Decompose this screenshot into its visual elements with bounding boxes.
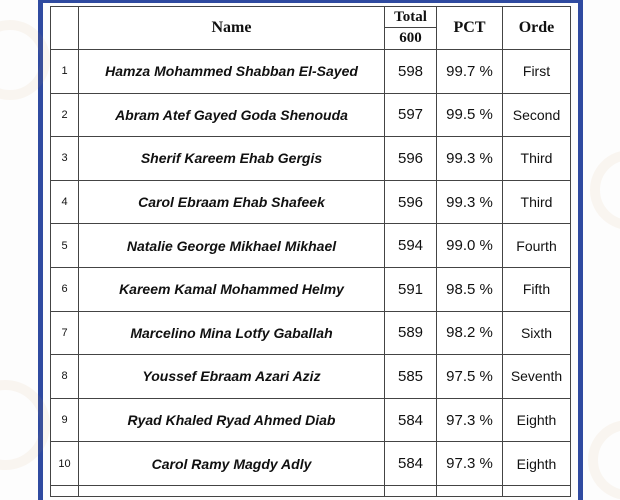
empty-cell (437, 485, 503, 496)
row-number: 6 (51, 267, 79, 311)
row-number: 2 (51, 93, 79, 137)
student-name: Marcelino Mina Lotfy Gaballah (79, 311, 385, 355)
header-number (51, 7, 79, 50)
table-row (51, 50, 571, 94)
score-cell: 591 (385, 267, 437, 311)
score-cell: 584 (385, 398, 437, 442)
score-cell: 589 (385, 311, 437, 355)
row-number: 4 (51, 180, 79, 224)
table-row (51, 355, 571, 399)
empty-cell (51, 485, 79, 496)
student-name: Carol Ramy Magdy Adly (79, 442, 385, 486)
page-frame-top (38, 0, 583, 3)
rank-cell: Third (503, 137, 571, 181)
student-name: Hamza Mohammed Shabban El-Sayed (79, 50, 385, 94)
percentage-cell: 97.5 % (437, 355, 503, 399)
table-row (51, 311, 571, 355)
percentage-cell: 97.3 % (437, 442, 503, 486)
row-number: 5 (51, 224, 79, 268)
score-cell: 597 (385, 93, 437, 137)
row-number: 10 (51, 442, 79, 486)
score-cell: 596 (385, 180, 437, 224)
student-name: Sherif Kareem Ehab Gergis (79, 137, 385, 181)
rank-cell: Eighth (503, 442, 571, 486)
percentage-cell: 98.2 % (437, 311, 503, 355)
percentage-cell: 99.0 % (437, 224, 503, 268)
rank-cell: Sixth (503, 311, 571, 355)
page-frame-right (578, 0, 583, 500)
empty-cell (503, 485, 571, 496)
student-name: Youssef Ebraam Azari Aziz (79, 355, 385, 399)
results-table (50, 6, 571, 497)
row-number: 1 (51, 50, 79, 94)
background-ornament (590, 150, 620, 230)
student-name: Natalie George Mikhael Mikhael (79, 224, 385, 268)
student-name: Ryad Khaled Ryad Ahmed Diab (79, 398, 385, 442)
rank-cell: Seventh (503, 355, 571, 399)
percentage-cell: 99.5 % (437, 93, 503, 137)
empty-cell (79, 485, 385, 496)
row-number: 8 (51, 355, 79, 399)
background-ornament (588, 420, 620, 500)
student-name: Abram Atef Gayed Goda Shenouda (79, 93, 385, 137)
header-pct: PCT (437, 7, 503, 50)
row-number: 9 (51, 398, 79, 442)
table-row (51, 180, 571, 224)
percentage-cell: 99.3 % (437, 137, 503, 181)
score-cell: 585 (385, 355, 437, 399)
header-total-max: 600 (385, 28, 437, 50)
rank-cell: First (503, 50, 571, 94)
percentage-cell: 99.3 % (437, 180, 503, 224)
table-row (51, 398, 571, 442)
table-row (51, 442, 571, 486)
rank-cell: Third (503, 180, 571, 224)
empty-cell (385, 485, 437, 496)
score-cell: 596 (385, 137, 437, 181)
table-row (51, 137, 571, 181)
percentage-cell: 99.7 % (437, 50, 503, 94)
table-row (51, 267, 571, 311)
percentage-cell: 98.5 % (437, 267, 503, 311)
rank-cell: Fifth (503, 267, 571, 311)
rank-cell: Second (503, 93, 571, 137)
rank-cell: Eighth (503, 398, 571, 442)
header-total: Total (385, 7, 437, 28)
rank-cell: Fourth (503, 224, 571, 268)
table-row (51, 224, 571, 268)
percentage-cell: 97.3 % (437, 398, 503, 442)
table-row (51, 93, 571, 137)
student-name: Kareem Kamal Mohammed Helmy (79, 267, 385, 311)
header-name: Name (79, 7, 385, 50)
row-number: 3 (51, 137, 79, 181)
student-name: Carol Ebraam Ehab Shafeek (79, 180, 385, 224)
score-cell: 584 (385, 442, 437, 486)
score-cell: 594 (385, 224, 437, 268)
score-cell: 598 (385, 50, 437, 94)
table-row-partial (51, 485, 571, 496)
header-order: Orde (503, 7, 571, 50)
row-number: 7 (51, 311, 79, 355)
